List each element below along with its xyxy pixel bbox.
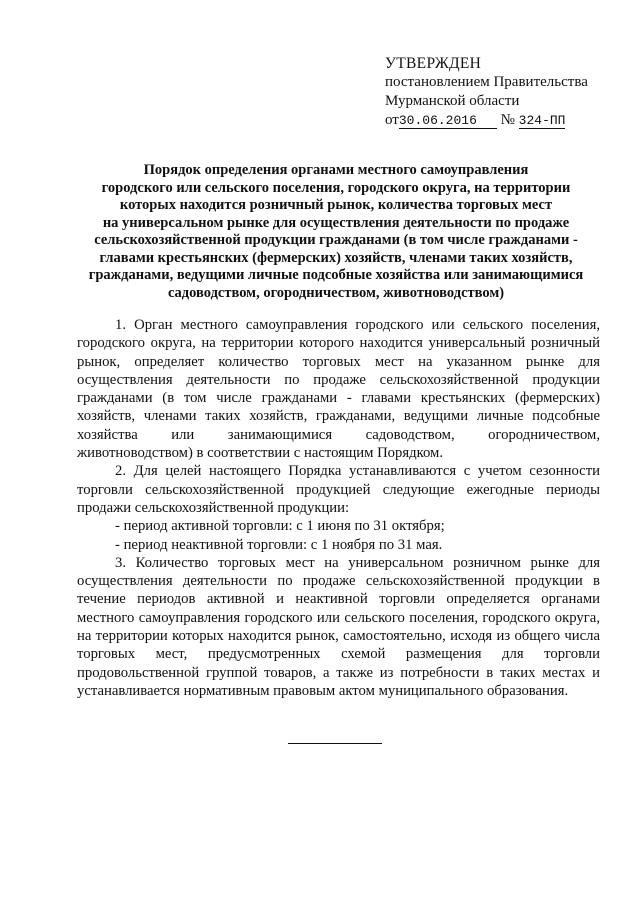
document-title: [70, 162, 602, 302]
approval-heading: УТВЕРЖДЕН: [385, 55, 482, 72]
decree-number: 324-ПП: [518, 113, 566, 128]
title-line: городского или сельского поселения, городского округа, на территории: [101, 179, 571, 196]
approval-line-2: Мурманской области: [385, 93, 520, 109]
end-separator-line: [288, 743, 382, 744]
approval-line-1: постановлением Правительства: [385, 74, 588, 90]
paragraph-2: 2. Для целей настоящего Порядка устанавливаются с учетом сезонности торговли сельскохозяйственной продукцией следующие ежегодные периоды продажи сельскохозяйственной продукции:: [77, 463, 600, 516]
approval-block: [385, 54, 625, 130]
paragraph-3: 3. Количество торговых мест на универсальном розничном рынке для осуществления деятельности по продаже сельскохозяйственной продукции в течение периодов активной и неактивной торговли определяется органами местного самоуправления городского или сельского поселения, городского округа, на территории которых находится рынок, самостоятельно, исходя из общего числа торговых мест, предусмотренных схемой размещения для торговли продовольственной группой товаров, а также из потребности в таких местах и устанавливается нормативным правовым актом муниципального образования.: [77, 554, 600, 699]
paragraph-1: 1. Орган местного самоуправления городского или сельского поселения, городского округа, на территории которого находится универсальный розничный рынок, определяет количество торговых мест на указанном рынке для осуществления деятельности по продаже сельскохозяйственной продукции гражданами (в том числе гражданами - главами крестьянских (фермерских) хозяйств, членами таких хозяйств, гражданами, ведущими личные подсобные хозяйства или занимающимися садоводством, огородничеством, животноводством) в соответствии с настоящим Порядком.: [77, 317, 600, 462]
title-line: на универсальном рынке для осуществления деятельности по продаже: [102, 214, 570, 231]
document-body: [77, 316, 600, 700]
list-item-active-period: - период активной торговли: с 1 июня по 31 октября;: [115, 518, 445, 535]
title-line: сельскохозяйственной продукции гражданами (в том числе гражданами -: [94, 232, 578, 248]
from-label: от: [385, 112, 399, 128]
title-line: главами крестьянских (фермерских) хозяйств, членами таких хозяйств,: [99, 249, 573, 266]
title-line: которых находится розничный рынок, количества торговых мест: [119, 197, 553, 213]
number-label: №: [500, 112, 515, 128]
decree-date: 30.06.2016: [399, 113, 497, 129]
list-item-inactive-period: - период неактивной торговли: с 1 ноября по 31 мая.: [115, 536, 443, 553]
approval-date-line: [385, 111, 625, 130]
title-line: Порядок определения органами местного самоуправления: [143, 162, 529, 178]
title-line: садоводством, огородничеством, животноводством): [167, 284, 505, 301]
title-line: гражданами, ведущими личные подсобные хозяйства или занимающимися: [88, 267, 584, 283]
